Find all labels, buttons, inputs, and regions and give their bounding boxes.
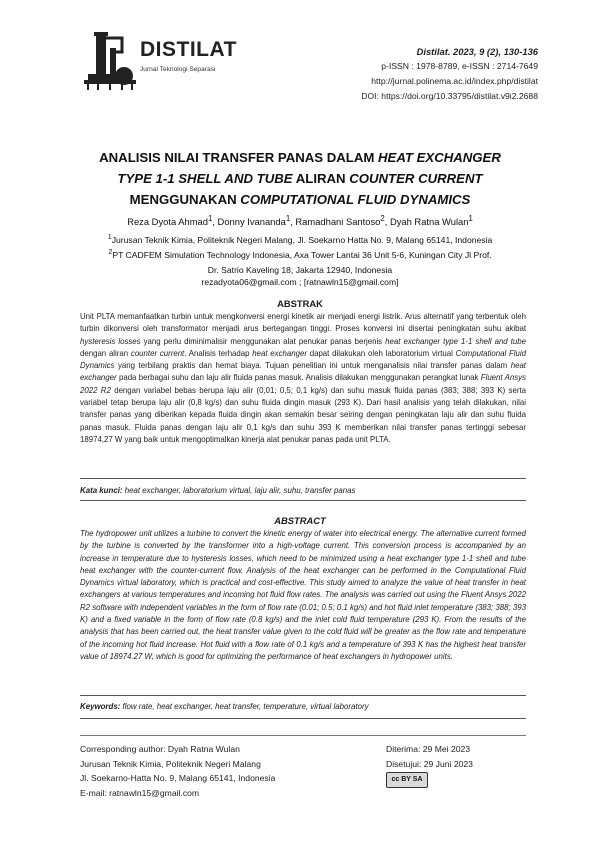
author-affil-sup: 1 bbox=[207, 214, 213, 223]
divider bbox=[80, 478, 526, 479]
keywords-label: Kata kunci: bbox=[80, 486, 123, 495]
abstrak-term: hysteresis losses bbox=[80, 336, 141, 346]
author-affil-sup: 1 bbox=[285, 214, 291, 223]
received-date: Diterima: 29 Mei 2023 bbox=[386, 744, 471, 754]
corr-email[interactable]: E-mail: ratnawln15@gmail.com bbox=[80, 787, 200, 798]
author-name: Donny Ivananda bbox=[217, 216, 286, 228]
abstrak-text: yang terbilang praktis dan hemat biaya. Tujuan penelitian ini untuk menganalisis nilai transfer panas dalam bbox=[114, 361, 511, 371]
doi[interactable]: DOI: https://doi.org/10.33795/distilat.v9i2.2688 bbox=[361, 91, 538, 101]
citation: Distilat. 2023, 9 (2), 130-136 bbox=[416, 46, 538, 57]
abstrak-text: pada berbagai suhu dan laju alir fluida panas masuk. Analisis dilakukan menggunakan perangkat lunak bbox=[116, 373, 481, 383]
divider bbox=[80, 718, 526, 719]
submission-dates bbox=[386, 742, 473, 771]
journal-subtitle: Jurnal Teknologi Separasi bbox=[140, 66, 216, 73]
journal-info bbox=[361, 44, 538, 104]
affil-text: Jurusan Teknik Kimia, Politeknik Negeri Malang, Jl. Soekarno Hatta No. 9, Malang 65141, Indonesia bbox=[111, 234, 493, 245]
abstrak-term: Fluent Ansys 2022 R2 bbox=[80, 373, 526, 395]
divider bbox=[80, 500, 526, 501]
abstrak-term: heat exchanger bbox=[80, 361, 526, 383]
abstrak-term: Computational Fluid Dynamics bbox=[80, 348, 527, 371]
abstrak-heading: ABSTRAK bbox=[277, 298, 323, 309]
abstrak-text: Unit PLTA memanfaatkan turbin untuk mengkonversi energi kinetik air menjadi energi listrik. Arus alternatif yang terbentuk oleh turbin dikonversi oleh transformator menjadi arus bertegangan tinggi. Proses konversi ini disertai peningkatan suhu akibat bbox=[80, 312, 526, 334]
affiliation-2 bbox=[60, 245, 540, 278]
paper-title bbox=[60, 147, 540, 210]
journal-logo bbox=[82, 30, 282, 92]
abstract-body: The hydropower unit utilizes a turbine to convert the kinetic energy of water into electrical energy. The alternative current formed by the turbine is converted by the transformer into a high-voltage current. This conversion process is accompanied by an increase in temperature due to hysteresis losses, which need to be minimized using a heat exchanger type 1-1 shell and tube heat exchanger with the counter-current flow. Analysis of the heat exchanger can be performed in the Computational Fluid Dynamics virtual laboratory, which is practical and cost-effective. This study aimed to analyze the value of heat transfer in heat exchangers at various temperatures and incoming hot fluid flow rates. The analysis was carried out using the Fluent Ansys 2022 R2 software with independent variables in the form of flow rate (0.01; 0.5; 0.1 kg/s) and hot fluid inlet temperature (383; 388; 393 K) and a fixed variable in the form of flow rate (0.8 kg/s) and the inlet cold fluid temperature (293 K). From the results of the analysis that has been carried out, the heat transfer value given to the cold fluid will be greater as the flow rate and temperature of the incoming hot fluid increase. Hot fluid with a flow rate of 0.1 kg/s and a temperature of 393 K has the highest heat transfer value of 18974.27 W, which is good for optimizing the performance of heat exchangers in hydropower units. bbox=[80, 529, 526, 661]
affil-sup: 1 bbox=[107, 233, 112, 241]
author-sep: , bbox=[290, 216, 296, 228]
keywords-value: heat exchanger, laboratorium virtual, laju alir, suhu, transfer panas bbox=[122, 486, 356, 495]
journal-url[interactable]: http://jurnal.polinema.ac.id/index.php/distilat bbox=[371, 76, 538, 86]
author-name: Reza Dyota Ahmad bbox=[127, 216, 208, 228]
affil-sup: 2 bbox=[108, 248, 113, 256]
abstrak-term: heat exchanger bbox=[252, 348, 307, 358]
abstrak-body bbox=[80, 311, 526, 446]
keywords-id bbox=[80, 486, 526, 495]
footer-divider bbox=[80, 735, 526, 736]
distillation-column-icon bbox=[82, 30, 140, 92]
abstract-heading: ABSTRACT bbox=[274, 515, 326, 526]
title-part: ANALISIS NILAI TRANSFER PANAS DALAM bbox=[99, 150, 379, 165]
abstrak-text: yang perlu diminimalisir menggunakan alat penukar panas berjenis bbox=[140, 336, 386, 346]
keywords-en bbox=[80, 702, 526, 711]
abstrak-text: . Analisis terhadap bbox=[184, 348, 253, 358]
title-part: COUNTER CURRENT bbox=[349, 171, 483, 186]
author-name: Ramadhani Santoso bbox=[295, 216, 381, 228]
author-sep: , bbox=[384, 216, 390, 228]
affil-text: Dr. Satrio Kaveling 18, Jakarta 12940, Indonesia bbox=[207, 264, 393, 275]
title-part: COMPUTATIONAL FLUID DYNAMICS bbox=[240, 192, 471, 207]
abstrak-text: dengan aliran bbox=[80, 348, 131, 358]
affil-text: PT CADFEM Simulation Technology Indonesia, Axa Tower Lantai 36 Unit 5-6, Kuningan City Jl Prof. bbox=[112, 249, 492, 260]
abstrak-text: dengan variabel bebas berupa laju alir (0,01; 0,5; 0,1 kg/s) dan suhu masuk fluida panas (383; 388; 393 K) serta variabel tetap berupa laju alir (0,8 kg/s) dan suhu fluida dingin masuk (293 K). Dari hasil analisis yang telah dilakukan, nilai transfer panas yang diberikan kepada fluida dingin akan semakin besar seiring dengan peningkatan laju alir dan suhu fluida panas masuk. Fluida panas dengan laju alir 0,1 kg/s dan suhu 393 K memberikan nilai transfer panas tertinggi sebesar 18974,27 W yang baik untuk mengoptimalkan kinerja alat penukar panas pada unit PLTA. bbox=[80, 385, 526, 444]
corresponding-author bbox=[80, 742, 275, 800]
title-part: ALIRAN bbox=[292, 171, 350, 186]
title-part: MENGGUNAKAN bbox=[129, 192, 241, 207]
author-name: Dyah Ratna Wulan bbox=[389, 216, 469, 228]
abstrak-text: dapat dilakukan oleh laboratorium virtual bbox=[306, 348, 456, 358]
issn: p-ISSN : 1978-8789, e-ISSN : 2714-7649 bbox=[381, 61, 538, 71]
title-part: HEAT EXCHANGER bbox=[378, 150, 501, 165]
author-sep: , bbox=[212, 216, 218, 228]
author-list bbox=[60, 214, 540, 227]
abstrak-term: heat exchanger type 1-1 shell and tube bbox=[385, 336, 526, 346]
keywords-value: flow rate, heat exchanger, heat transfer, temperature, virtual laboratory bbox=[120, 702, 369, 711]
title-part: TYPE 1-1 SHELL AND TUBE bbox=[117, 171, 293, 186]
abstrak-term: counter current bbox=[130, 348, 185, 358]
corr-author-name: Corresponding author: Dyah Ratna Wulan bbox=[80, 744, 240, 754]
author-affil-sup: 2 bbox=[380, 214, 385, 223]
cc-license-badge[interactable]: cc BY SA bbox=[386, 772, 428, 788]
journal-name: DISTILAT bbox=[140, 38, 237, 61]
divider bbox=[80, 695, 526, 696]
author-affil-sup: 1 bbox=[468, 214, 473, 223]
corr-dept: Jurusan Teknik Kimia, Politeknik Negeri Malang bbox=[80, 758, 261, 769]
accepted-date: Disetujui: 29 Juni 2023 bbox=[386, 758, 473, 769]
author-emails: rezadyota06@gmail.com ; [ratnawln15@gmail.com] bbox=[201, 277, 399, 287]
keywords-label: Keywords: bbox=[80, 702, 121, 711]
corr-address: Jl. Soekarno-Hatta No. 9, Malang 65141, Indonesia bbox=[80, 773, 276, 783]
